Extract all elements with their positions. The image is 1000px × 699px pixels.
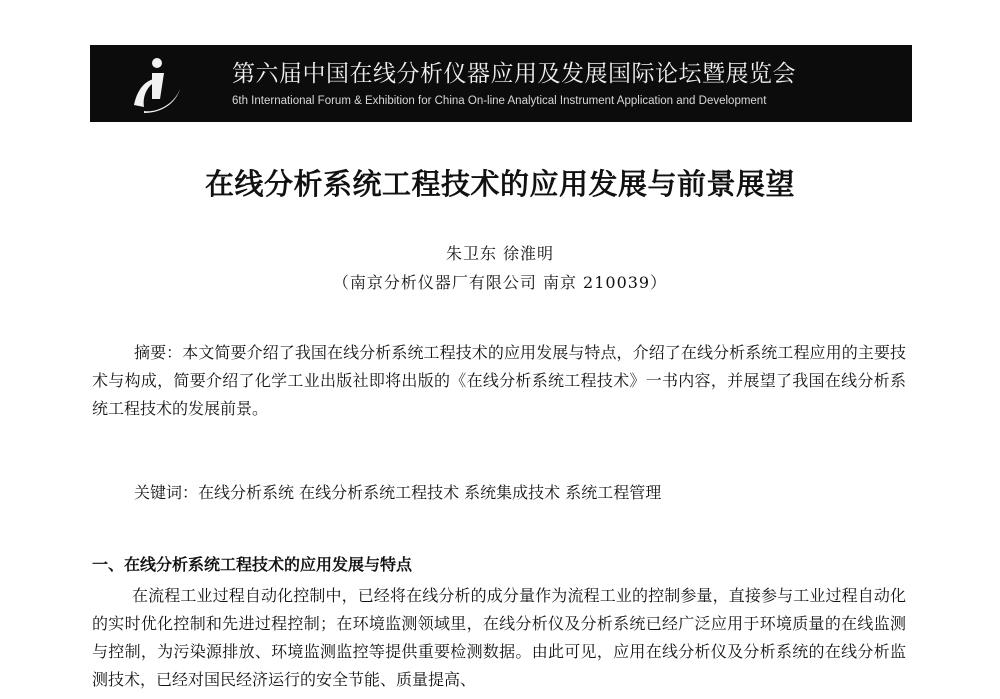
abstract: 摘要：本文简要介绍了我国在线分析系统工程技术的应用发展与特点，介绍了在线分析系统工程应用的主要技术与构成，简要介绍了化学工业出版社即将出版的《在线分析系统工程技术》一书内容，并展望了我国在线分析系统工程技术的发展前景。 [92,343,906,418]
paper-affiliation: （南京分析仪器厂有限公司 南京 210039） [332,273,668,292]
paper-authors: 朱卫东 徐淮明 [445,244,555,263]
paper-title: 在线分析系统工程技术的应用发展与前景展望 [204,167,795,202]
banner-title-en: 6th International Forum & Exhibition for China On-line Analytical Instrument Application and Development [232,95,767,107]
conference-logo-icon [130,55,186,115]
conference-banner [90,45,912,122]
banner-title-cn: 第六届中国在线分析仪器应用及发展国际论坛暨展览会 [232,61,796,87]
keywords: 关键词：在线分析系统 在线分析系统工程技术 系统集成技术 系统工程管理 [134,483,662,502]
section-heading: 一、在线分析系统工程技术的应用发展与特点 [92,555,413,574]
section-body-text: 在流程工业过程自动化控制中，已经将在线分析的成分量作为流程工业的控制参量，直接参与工业过程自动化的实时优化控制和先进过程控制；在环境监测领域里，在线分析仪及分析系统已经广泛应用于环境质量的在线监测与控制，为污染源排放、环境监测监控等提供重要检测数据。由此可见，应用在线分析仪及分析系统的在线分析监测技术，已经对国民经济运行的安全节能、质量提高、 [92,586,906,689]
